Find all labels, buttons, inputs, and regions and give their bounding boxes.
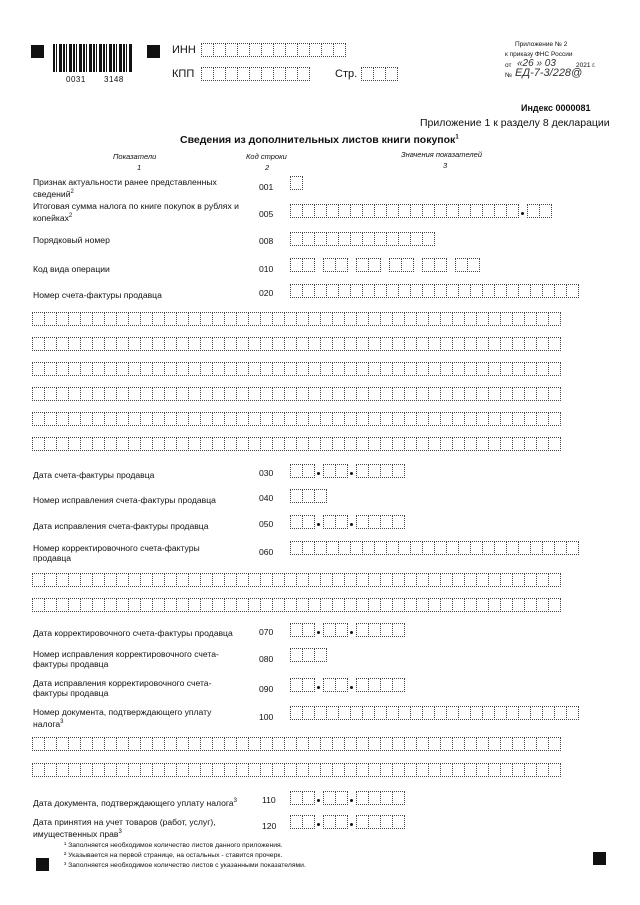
page-title: Сведения из дополнительных листов книги покупок$^1$ xyxy=(180,134,459,146)
field-090[interactable] xyxy=(290,678,404,692)
row-code-100: 100 xyxy=(259,712,274,722)
field-010[interactable] xyxy=(290,258,479,272)
field-080[interactable] xyxy=(290,648,326,662)
row-label-120: Дата принятия на учет товаров (работ, услуг), имущественных прав$^3$ xyxy=(33,817,216,839)
row-code-060: 060 xyxy=(259,547,274,557)
column-number-1: 1 xyxy=(137,163,142,172)
row-code-010: 010 xyxy=(259,264,274,274)
field-100-line-3[interactable] xyxy=(32,763,560,777)
footnote-1: ¹ Заполняется необходимое количество листов данного приложения. xyxy=(64,842,283,849)
order-ref-line3-prefix: от xyxy=(505,62,512,69)
corner-marker-bottom-left xyxy=(36,858,49,871)
inn-field[interactable] xyxy=(201,43,345,57)
row-label-050: Дата исправления счета-фактуры продавца xyxy=(33,521,209,531)
row-label-005: Итоговая сумма налога по книге покупок в рублях и копейках$^2$ xyxy=(33,201,239,223)
field-008[interactable] xyxy=(290,232,434,246)
row-code-008: 008 xyxy=(259,236,274,246)
field-110[interactable] xyxy=(290,791,404,805)
row-code-070: 070 xyxy=(259,627,274,637)
field-060-line-1[interactable] xyxy=(290,541,578,555)
column-header-indicators: Показатели xyxy=(113,152,157,161)
footnote-2: ² Указывается на первой странице, на остальных - ставится прочерк. xyxy=(64,852,283,859)
kpp-field[interactable] xyxy=(201,67,309,81)
barcode xyxy=(53,44,133,72)
field-020-line-6[interactable] xyxy=(32,412,560,426)
field-040[interactable] xyxy=(290,489,326,503)
row-code-030: 030 xyxy=(259,468,274,478)
row-code-110: 110 xyxy=(262,795,276,805)
row-code-020: 020 xyxy=(259,288,274,298)
field-030[interactable] xyxy=(290,464,404,478)
field-120[interactable] xyxy=(290,815,404,829)
row-code-120: 120 xyxy=(262,821,277,831)
field-020-line-2[interactable] xyxy=(32,312,560,326)
appendix-title: Приложение 1 к разделу 8 декларации xyxy=(420,117,610,129)
row-label-008: Порядковый номер xyxy=(33,235,110,245)
field-020-line-7[interactable] xyxy=(32,437,560,451)
column-number-2: 2 xyxy=(265,163,270,172)
kpp-label: КПП xyxy=(172,68,195,80)
page-field[interactable] xyxy=(361,67,397,81)
order-ref-year: 2021 г. xyxy=(576,62,596,69)
column-header-code: Код строки xyxy=(246,152,287,161)
field-070[interactable] xyxy=(290,623,404,637)
field-020-line-5[interactable] xyxy=(32,387,560,401)
page-label: Стр. xyxy=(335,68,358,80)
field-100-line-2[interactable] xyxy=(32,737,560,751)
field-020-line-3[interactable] xyxy=(32,337,560,351)
row-code-080: 080 xyxy=(259,654,274,664)
field-020-line-1[interactable] xyxy=(290,284,578,298)
field-001[interactable] xyxy=(290,176,302,190)
corner-marker-bottom-right xyxy=(593,852,606,865)
corner-marker-top-left xyxy=(31,45,44,58)
barcode-number-right: 3148 xyxy=(104,75,124,84)
row-code-090: 090 xyxy=(259,684,274,694)
row-label-020: Номер счета-фактуры продавца xyxy=(33,290,162,300)
field-060-line-3[interactable] xyxy=(32,598,560,612)
corner-marker-top-mid xyxy=(147,45,160,58)
row-label-070: Дата корректировочного счета-фактуры продавца xyxy=(33,628,233,638)
row-code-001: 001 xyxy=(259,182,274,192)
row-code-040: 040 xyxy=(259,493,274,503)
row-code-050: 050 xyxy=(259,519,274,529)
row-label-010: Код вида операции xyxy=(33,264,110,274)
row-label-040: Номер исправления счета-фактуры продавца xyxy=(33,495,216,505)
order-ref-number: ЕД-7-3/228@ xyxy=(515,67,583,79)
inn-label: ИНН xyxy=(172,44,196,56)
row-label-001: Признак актуальности ранее представленных сведений$^2$ xyxy=(33,177,217,199)
column-number-3: 3 xyxy=(443,161,448,170)
row-label-090: Дата исправления корректировочного счета-фактуры продавца xyxy=(33,678,212,698)
row-label-060: Номер корректировочного счета-фактуры продавца xyxy=(33,543,200,563)
field-050[interactable] xyxy=(290,515,404,529)
field-060-line-2[interactable] xyxy=(32,573,560,587)
field-100-line-1[interactable] xyxy=(290,706,578,720)
row-label-080: Номер исправления корректировочного счета-фактуры продавца xyxy=(33,649,219,669)
row-label-110: Дата документа, подтверждающего уплату налога$^3$ xyxy=(33,797,237,808)
footnote-3: ³ Заполняется необходимое количество листов с указанными показателями. xyxy=(64,862,306,869)
row-code-005: 005 xyxy=(259,209,274,219)
row-label-030: Дата счета-фактуры продавца xyxy=(33,470,155,480)
order-ref-line1: Приложение № 2 xyxy=(515,41,568,48)
field-020-line-4[interactable] xyxy=(32,362,560,376)
form-index: Индекс 0000081 xyxy=(521,103,591,113)
order-ref-number-prefix: № xyxy=(505,72,512,79)
field-005[interactable] xyxy=(290,204,551,218)
row-label-100: Номер документа, подтверждающего уплату налога$^3$ xyxy=(33,707,212,729)
barcode-number-left: 0031 xyxy=(66,75,86,84)
order-ref-date: «26 » 03 xyxy=(517,58,556,69)
column-header-values: Значения показателей xyxy=(401,150,483,159)
order-ref-line2: к приказу ФНС России xyxy=(505,51,573,58)
